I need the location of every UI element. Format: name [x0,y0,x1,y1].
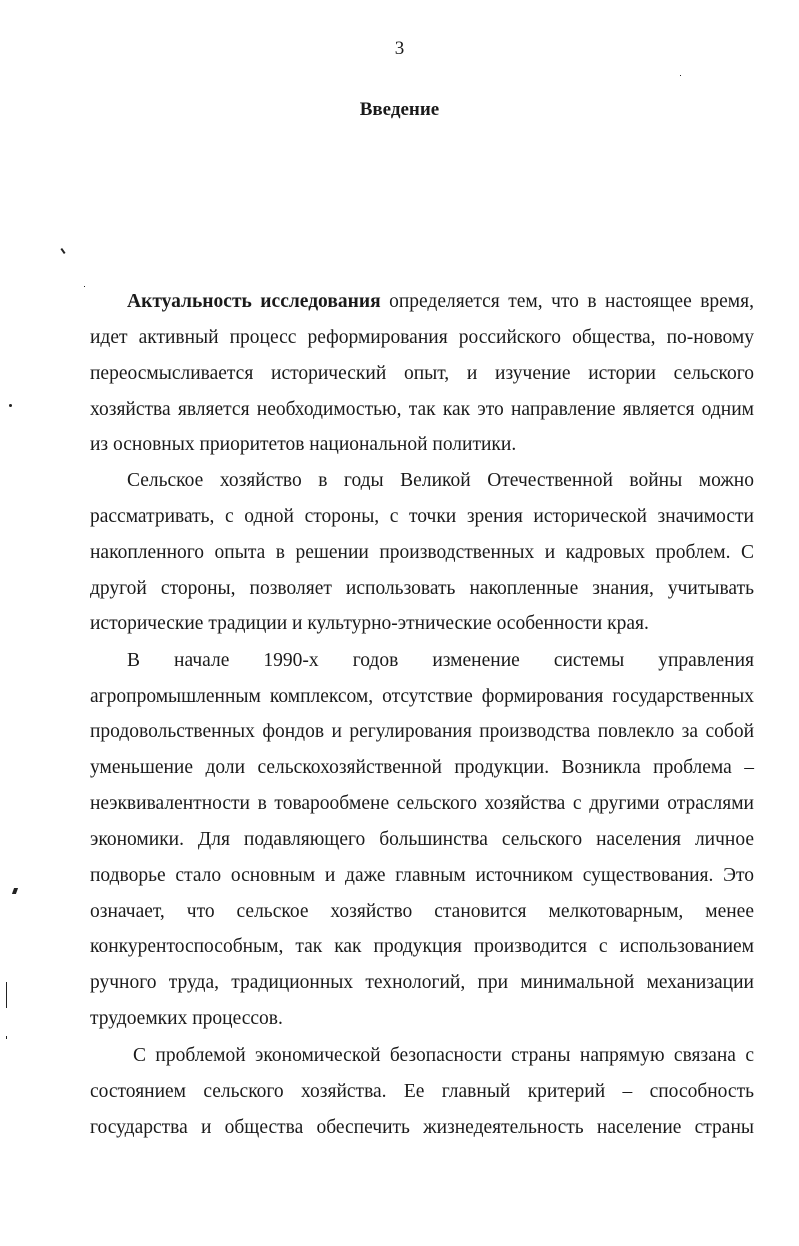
paragraph-2-line-1: Сельское хозяйство в годы Великой Отечественной войны можно [127,470,754,491]
paragraph-3-line-5: неэквивалентности в товарообмене сельского хозяйства с другими отраслями [90,793,754,814]
paragraph-3-line-10: ручного труда, традиционных технологий, при минимальной механизации [90,972,754,993]
scan-speck [6,1036,7,1039]
first-line-rest: определяется тем, что в настоящее время, [380,291,754,312]
paragraph-2-line-5: исторические традиции и культурно-этнические особенности края. [90,613,649,634]
scan-speck [12,888,18,894]
paragraph-3-line-9: конкурентоспособным, так как продукция производится с использованием [90,936,754,957]
paragraph-4-line-3: государства и общества обеспечить жизнедеятельность население страны [90,1117,754,1138]
scan-speck [6,982,7,1008]
paragraph-1-line-5: из основных приоритетов национальной политики. [90,434,517,455]
paragraph-3-line-3: продовольственных фондов и регулирования производства повлекло за собой [90,721,754,742]
lead-bold-text: Актуальность исследования [127,291,381,312]
scan-speck [9,404,12,407]
paragraph-4-line-2: состоянием сельского хозяйства. Ее главный критерий – способность [90,1081,754,1102]
scan-speck [60,248,65,254]
paragraph-3-line-8: означает, что сельское хозяйство становится мелкотоварным, менее [90,901,754,922]
scan-speck [84,286,85,287]
paragraph-3-line-7: подворье стало основным и даже главным источником существования. Это [90,865,754,886]
paragraph-3-line-1: В начале 1990-х годов изменение системы управления [127,650,754,671]
page-heading: Введение [359,99,440,120]
paragraph-1-line-2: идет активный процесс реформирования российского общества, по-новому [90,327,754,348]
paragraph-3-line-4: уменьшение доли сельскохозяйственной продукции. Возникла проблема – [90,757,754,778]
scan-speck [680,75,681,76]
paragraph-2-line-3: накопленного опыта в решении производственных и кадровых проблем. С [90,542,754,563]
paragraph-1-line-1 [127,290,754,314]
paragraph-2-line-2: рассматривать, с одной стороны, с точки зрения исторической значимости [90,506,754,527]
page-number: 3 [394,38,405,59]
paragraph-4-line-1: С проблемой экономической безопасности страны напрямую связана с [133,1045,754,1066]
paragraph-1-line-4: хозяйства является необходимостью, так как это направление является одним [90,399,754,420]
paragraph-3-line-6: экономики. Для подавляющего большинства сельского населения личное [90,829,754,850]
paragraph-3-line-2: агропромышленным комплексом, отсутствие формирования государственных [90,686,754,707]
paragraph-1-line-3: переосмысливается исторический опыт, и изучение истории сельского [90,363,754,384]
paragraph-3-line-11: трудоемких процессов. [90,1008,283,1029]
paragraph-2-line-4: другой стороны, позволяет использовать накопленные знания, учитывать [90,578,754,599]
